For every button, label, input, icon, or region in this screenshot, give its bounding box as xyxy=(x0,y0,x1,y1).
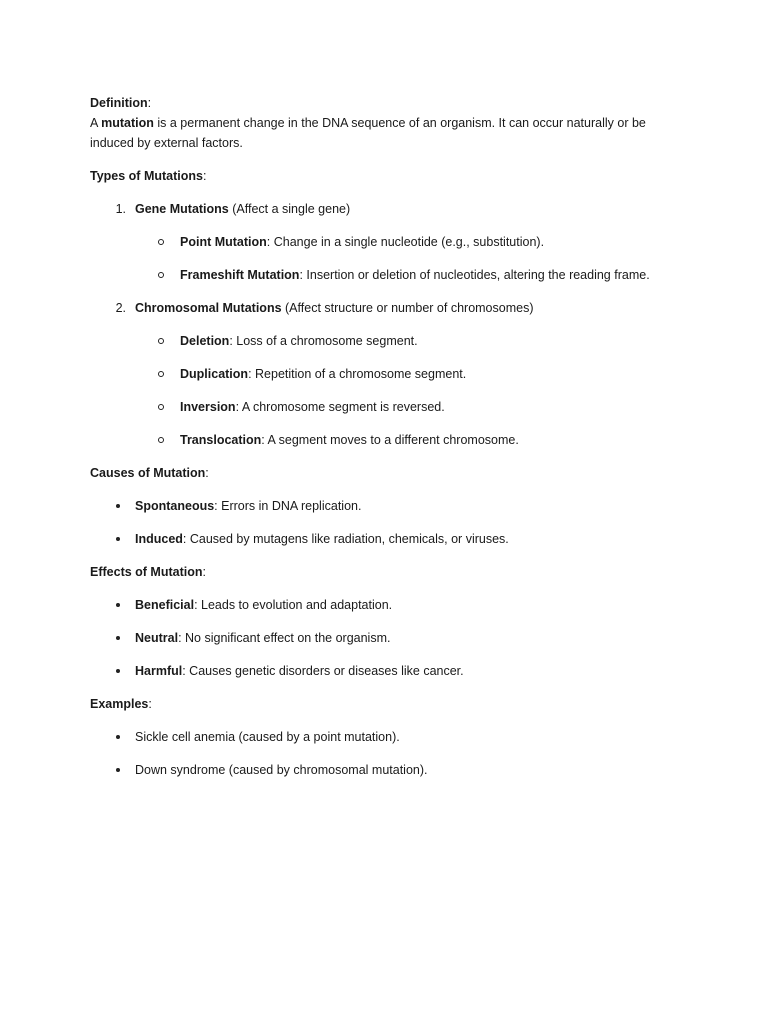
bullet-icon xyxy=(116,636,120,640)
list-item-text: Point Mutation: Change in a single nucleotide (e.g., substitution). xyxy=(180,235,545,249)
list-item-text: Sickle cell anemia (caused by a point mutation). xyxy=(135,730,400,744)
effects-item-harmful xyxy=(90,661,690,681)
subitem-frameshift-mutation xyxy=(90,265,690,285)
causes-item-induced xyxy=(90,529,690,549)
circle-bullet-icon xyxy=(158,272,164,278)
definition-text-line1: A mutation is a permanent change in the DNA sequence of an organism. It can occur naturally or be xyxy=(90,116,646,130)
examples-item-sickle-cell xyxy=(90,727,690,747)
subitem-point-mutation xyxy=(90,232,690,252)
list-item-text: Spontaneous: Errors in DNA replication. xyxy=(135,499,362,513)
list-item-text: Induced: Caused by mutagens like radiation, chemicals, or viruses. xyxy=(135,532,509,546)
subitem-translocation xyxy=(90,430,690,450)
list-item-text: Translocation: A segment moves to a different chromosome. xyxy=(180,433,519,447)
types-item-chromosomal-mutations xyxy=(90,298,690,318)
circle-bullet-icon xyxy=(158,239,164,245)
list-number: 2. xyxy=(115,301,126,315)
list-item-text: Deletion: Loss of a chromosome segment. xyxy=(180,334,418,348)
list-item-text: Neutral: No significant effect on the organism. xyxy=(135,631,391,645)
bullet-icon xyxy=(116,504,120,508)
list-item-text: Beneficial: Leads to evolution and adaptation. xyxy=(135,598,393,612)
list-item-text: Harmful: Causes genetic disorders or diseases like cancer. xyxy=(135,664,464,678)
circle-bullet-icon xyxy=(158,371,164,377)
types-item-gene-mutations xyxy=(90,199,690,219)
subitem-duplication xyxy=(90,364,690,384)
effects-heading: Effects of Mutation: xyxy=(90,565,206,579)
bullet-icon xyxy=(116,768,120,772)
list-item-text: Duplication: Repetition of a chromosome segment. xyxy=(180,367,467,381)
list-item-text: Chromosomal Mutations (Affect structure or number of chromosomes) xyxy=(135,301,534,315)
document-page xyxy=(90,93,690,780)
circle-bullet-icon xyxy=(158,437,164,443)
definition-text-line2: induced by external factors. xyxy=(90,136,243,150)
examples-heading: Examples: xyxy=(90,697,152,711)
list-item-text: Inversion: A chromosome segment is reversed. xyxy=(180,400,445,414)
list-item-text: Down syndrome (caused by chromosomal mutation). xyxy=(135,763,428,777)
bullet-icon xyxy=(116,669,120,673)
bullet-icon xyxy=(116,537,120,541)
list-item-text: Gene Mutations (Affect a single gene) xyxy=(135,202,351,216)
bullet-icon xyxy=(116,603,120,607)
effects-item-beneficial xyxy=(90,595,690,615)
subitem-deletion xyxy=(90,331,690,351)
list-number: 1. xyxy=(115,202,126,216)
bullet-icon xyxy=(116,735,120,739)
circle-bullet-icon xyxy=(158,338,164,344)
circle-bullet-icon xyxy=(158,404,164,410)
examples-item-down-syndrome xyxy=(90,760,690,780)
causes-item-spontaneous xyxy=(90,496,690,516)
types-heading: Types of Mutations: xyxy=(90,169,207,183)
effects-item-neutral xyxy=(90,628,690,648)
causes-heading: Causes of Mutation: xyxy=(90,466,209,480)
definition-heading: Definition: xyxy=(90,96,152,110)
list-item-text: Frameshift Mutation: Insertion or deletion of nucleotides, altering the reading frame. xyxy=(180,268,650,282)
subitem-inversion xyxy=(90,397,690,417)
